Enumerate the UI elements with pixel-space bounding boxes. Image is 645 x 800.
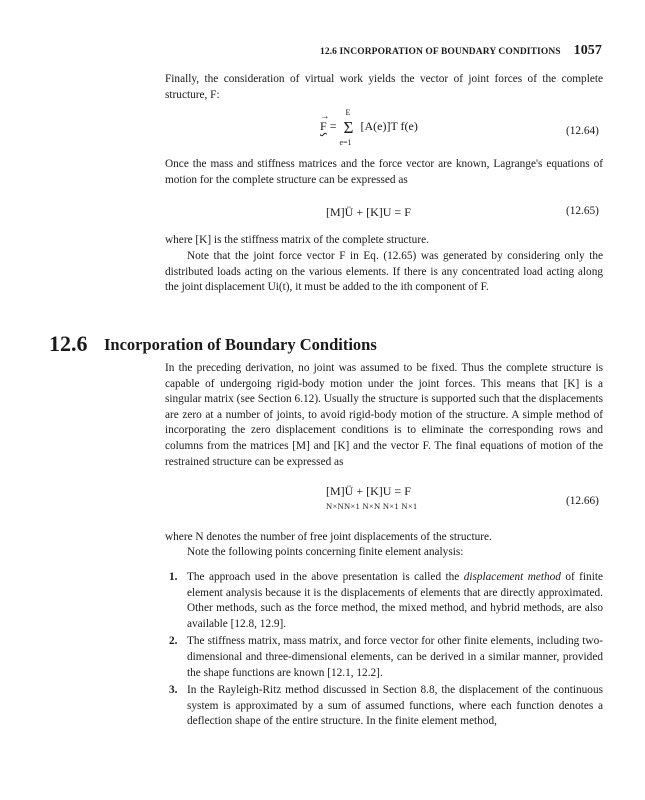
equation-number-12-64: (12.64): [566, 125, 599, 137]
summation-symbol: [339, 108, 357, 147]
paragraph-points-intro: Note the following points concerning finite element analysis:: [187, 546, 464, 558]
section-title: Incorporation of Boundary Conditions: [104, 335, 377, 354]
paragraph-stiffness-note: where [K] is the stiffness matrix of the complete structure.: [165, 234, 429, 246]
eq3-expression: [M]Ü + [K]U = F: [326, 484, 411, 498]
eq1-term: [A(e)]T f(e): [360, 119, 418, 133]
paragraph-free-displacements: where N denotes the number of free joint displacements of the structure.: [165, 531, 492, 543]
equation-number-12-66: (12.66): [566, 495, 599, 507]
eq1-lhs: → F: [320, 119, 327, 134]
equation-12-64: [320, 108, 418, 150]
list-item-number: 1.: [169, 571, 178, 583]
list-item: [165, 683, 603, 730]
list-item-text-a: The approach used in the above presentation is called the: [187, 571, 464, 583]
page-number: 1057: [573, 43, 602, 58]
sum-upper-limit: E: [345, 108, 351, 117]
eq3-dimensions: N×NN×1 N×N N×1 N×1: [326, 501, 418, 511]
paragraph-joint-forces: Finally, the consideration of virtual work yields the vector of joint forces of the complete structure, F:: [165, 73, 603, 101]
list-item: [165, 570, 603, 632]
running-header: [320, 44, 602, 60]
equation-number-12-65: (12.65): [566, 205, 599, 217]
paragraph-joint-force-note: Note that the joint force vector F in Eq. (12.65) was generated by considering only the distributed loads acting on the various elements. If there is any concentrated load acting along the joint displacement Ui(t), it must be added to the ith component of F.: [165, 250, 603, 294]
equation-12-66: [326, 484, 417, 511]
section-number: 12.6: [49, 331, 88, 356]
header-title: 12.6 INCORPORATION OF BOUNDARY CONDITIONS: [320, 47, 561, 57]
list-item-text: In the Rayleigh-Ritz method discussed in Section 8.8, the displacement of the continuous system is approximated by a sum of assumed functions, where each function denotes a deflection shape of the entire structure. In the finite element method,: [187, 684, 603, 728]
sigma-glyph: Σ: [343, 118, 354, 137]
list-item-text: The stiffness matrix, mass matrix, and force vector for other finite elements, including two-dimensional and three-dimensional elements, can be derived in a similar manner, provided the shape functions are known [12.1, 12.2].: [187, 635, 603, 679]
eq1-equals: =: [329, 119, 337, 133]
paragraph-lagrange: Once the mass and stiffness matrices and the force vector are known, Lagrange's equations of motion for the complete structure can be expressed as: [165, 158, 603, 186]
list-item-number: 2.: [169, 635, 178, 648]
paragraph-boundary-conditions: In the preceding derivation, no joint was assumed to be fixed. Thus the complete structure is capable of undergoing rigid-body motion under the joint forces. This means that [K] is a singular matrix (see Section 6.12). Usually the structure is supported such that the displacements are zero at a number of joints, to avoid rigid-body motion of the structure. A simple method of incorporating the zero displacement conditions is to eliminate the corresponding rows and columns from the matrices [M] and [K] and the vector F. The final equations of motion of the restrained structure can be expressed as: [165, 362, 603, 468]
list-item-emphasis: displacement method: [463, 571, 561, 583]
list-item-number: 3.: [169, 684, 178, 697]
sum-lower-limit: e=1: [339, 138, 352, 147]
points-list: [165, 570, 603, 732]
list-item-text-b: of finite element analysis because it is the displacements of elements that are directly approximated. Other methods, such as the force method, the mixed method, and hybrid methods, are also available [12.8, 12.9].: [187, 571, 603, 630]
list-item: [165, 634, 603, 681]
equation-12-65: [M]Ü + [K]U = F: [326, 205, 411, 219]
